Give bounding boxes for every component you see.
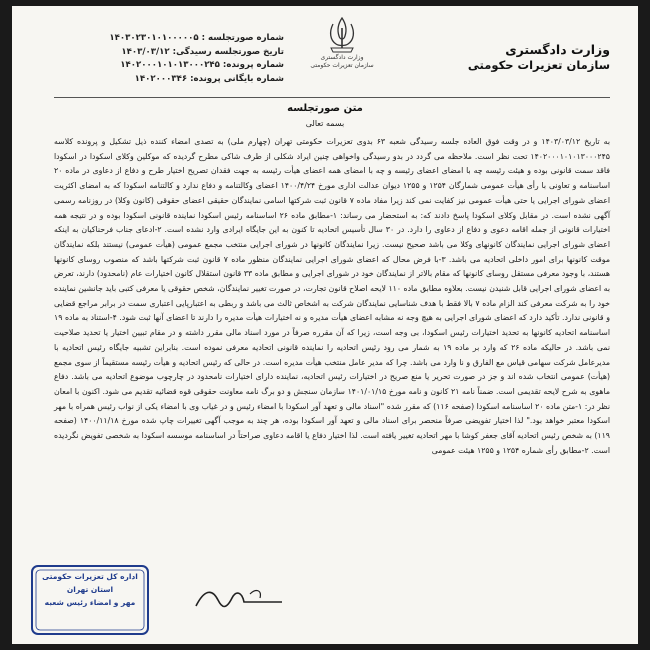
stamp-line: مهر و امضاء رئیس شعبه — [44, 598, 136, 607]
letterhead — [450, 42, 610, 73]
ministry-name: وزارت دادگستری — [505, 42, 610, 57]
emblem-icon — [325, 14, 359, 54]
session-number: شماره صورتجلسه : ۱۴۰۳۰۲۳۰۱۰۱۰۰۰۰۰۵ — [109, 33, 284, 43]
stamp-line: اداره کل تعزیرات حکومتی — [42, 572, 138, 581]
header-divider — [54, 97, 610, 98]
emblem — [297, 14, 387, 70]
body-paragraph: به تاریخ ۱۴۰۳/۰۳/۱۲ و در وقت فوق العاده جلسه رسیدگی شعبه ۶۳ بدوی تعزیرات حکومتی تهران (چهارم ملی) به تصدی امضاء کننده ذیل تشکیل و پرونده کلاسه ۱۴۰۲۰۰۰۱۰۱۰۱۳۰۰۰۲۴۵ تحت نظر است. ملاحظه می گردد در بدو رسیدگی واخواهی چنین ایراد شکلی از طرف شاکی مطرح گردیده که موکلین وکلای اسکودا در اسکودا فاقد سمت قانونی بوده و هیئت رئیسه چه با امضای اعضای رئیسه و چه با امضای همه اعضای هیأت رئیسه به جهت فقدان تصریح اختیار طرح و دفاع از دعاوی در ماده ۲۰ اساسنامه و تعاونی با رأی هیأت عمومی شمارگان ۱۲۵۴ و ۱۲۵۵ دیوان عدالت اداری مورخ ۱۴۰۰/۴/۲۴ اعضای وکالتنامه و دفاع ندارد و کالتنامه اسکودا که به امضای اکثریت اعضای شورای اجرایی یا حتی هیأت عمومی نیز کفایت نمی کند زیرا مفاد ماده ۷ قانون ثبت شرکتها اسامی نمایندگان حقیقی اعضای حقوقی (کانون وکلا) در روزنامه رسمی آگهی نشده است. در مقابل وکلای اسکودا پاسخ دادند که: به استحضار می رساند: ۱-مطابق ماده ۲۶ اساسنامه رئیس اسکودا نماینده قانونی اسکودا بوده و در نتیجه همه اختیارات قانونی از جمله اقامه دعوی و دفاع از دعاوی را دارد. در ۳۰ سال تأسیس اتحادیه تا کنون به این جایگاه ایرادی وارد نشده است. ۲-ادعای جناب فرحناکیان به اینکه اعضای شورای اجرایی نمایندگان کانونهای وکلا می باشد صحیح نیست. زیرا نمایندگان کانونها در شورای اجرایی منتخب مجمع عمومی (هیأت عمومی) نیستند بلکه نمایندگان موقت کانونها برای امور داخلی اتحادیه می باشد. ۳-با فرض محال که اعضای شورای اجرایی نمایندگان منظور ماده ۷ قانون ثبت شرکتها باشد که منصوب روسای کانونها هستند، با وجود معرفی مستقل روسای کانونها که مقام بالاتر از نمایندگان خود در شورای اجرایی و مطابق ماده ۳۳ قانون استقلال کانون اختیارات عام (نامحدود) دارند، تعرض به اعضای شورای اجرایی قابل شنیدن نیست. بعلاوه مطابق ماده ۱۱۰ لایحه اصلاح قانون تجارت، در صورت تغییر نمایندگان، شخص حقوقی یا معرفی کتبی باید جانشین نماینده خود را به شرکت معرفی کند الزام ماده ۷ بالا فقط با هدف شناسایی نمایندگان شرکت به اشخاص ثالث می باشد و ربطی به اعتبارپایی اعتباری سمت در برابر مراجع قضایی و قانونی ندارد. تأکید دارد که اعضای شورای اجرایی به هیچ وجه نه مشابه اعضای هیأت مدیره و نه اختیارات هیأت مدیره را دارند تا اعضای آنها ثبت شود. ۴-استناد به ماده ۱۹ اساسنامه اتحادیه کانونها به تحدید اختیارات رئیس اسکودا، بی وجه است، زیرا که آن مقرره صرفاً در مورد اسناد مالی مقرر داشته و در مقام تبیین اختیار یا تحدید صلاحیت نمی باشد. در حالیکه ماده ۲۶ که وارد بر ماده ۱۹ به شمار می رود رئیس اتحادیه را نماینده قانونی اتحادیه معرفی نموده است. بنابراین تشبیه جایگاه رئیس اتحادیه با مدیرعامل شرکت سهامی قیاس مع الفارق و نا وارد می باشد. چرا که مدیر عامل منتخب هیأت مدیره است. در حالی که رئیس اتحادیه و هیأت رئیسه مستقیماً از سوی مجمع (هیأت) عمومی انتخاب شده اند و جز در صورت تحریر یا منع صریح در اختیارات رئیس اتحادیه، نماینده دارای اختیارات نامحدود در چارچوب موضوع اتحادیه می باشد. دفاع ماهوی به شرح لایحه تقدیمی است. ضمناً نامه ۲۱ کانون و نامه مورخ ۱۴۰۱/۰۱/۱۵ سازمان سنجش و دو برگ نامه معاونت حقوقی قوه قضائیه تقدیم می شود. اکنون با امعان نظر در: ۱-متن ماده ۲۰ اساسنامه اسکودا (صفحه ۱۱۶) که مقرر شده "اسناد مالی و تعهد آور اسکودا با امضاء رئیس و در غیاب وی با امضاء یکی از نواب رئیس همراه با مهر اسکودا معتبر خواهد بود." لذا اختیار تفویضی صرفاً منحصر برای اسناد مالی و تعهد آور اسکودا بوده، هر چند به موجب آگهی تغییرات چاپ شده مورخ ۱۴۰۰/۱۱/۱۸ (صفحه ۱۱۹) به شخص رئیس اتحادیه آقای جعفر کوشا با مهر اتحادیه تغییر یافته است. لذا اختیار دفاع یا اقامه دعاوی صراحتاً در اساسنامه موسسه اسکودا به شخصی تفویض نگردیده است. ۲-مطابق رأی شماره ۱۲۵۴ و ۱۲۵۵ هیئت عمومی — [54, 137, 611, 455]
stamp-line: استان تهران — [66, 585, 114, 594]
document-title: متن صورتجلسه — [287, 103, 363, 114]
case-number: شماره پرونده: ۱۴۰۲۰۰۰۱۰۱۰۱۳۰۰۰۲۴۵ — [120, 60, 284, 70]
emblem-organization: سازمان تعزیرات حکومتی — [310, 62, 374, 69]
document-subtitle: بسمه تعالی — [305, 119, 345, 128]
document-body — [54, 135, 610, 458]
session-date: تاریخ صورتجلسه رسیدگی: ۱۴۰۳/۰۳/۱۲ — [121, 46, 284, 57]
organization-name: سازمان تعزیرات حکومتی — [467, 58, 610, 72]
case-metadata — [109, 32, 284, 86]
emblem-ministry: وزارت دادگستری — [320, 54, 364, 61]
official-stamp — [30, 564, 150, 636]
document-page — [12, 6, 638, 644]
signature — [190, 580, 300, 620]
archive-number: شماره بایگانی پرونده: ۱۴۰۲۰۰۰۳۴۶ — [134, 73, 284, 84]
